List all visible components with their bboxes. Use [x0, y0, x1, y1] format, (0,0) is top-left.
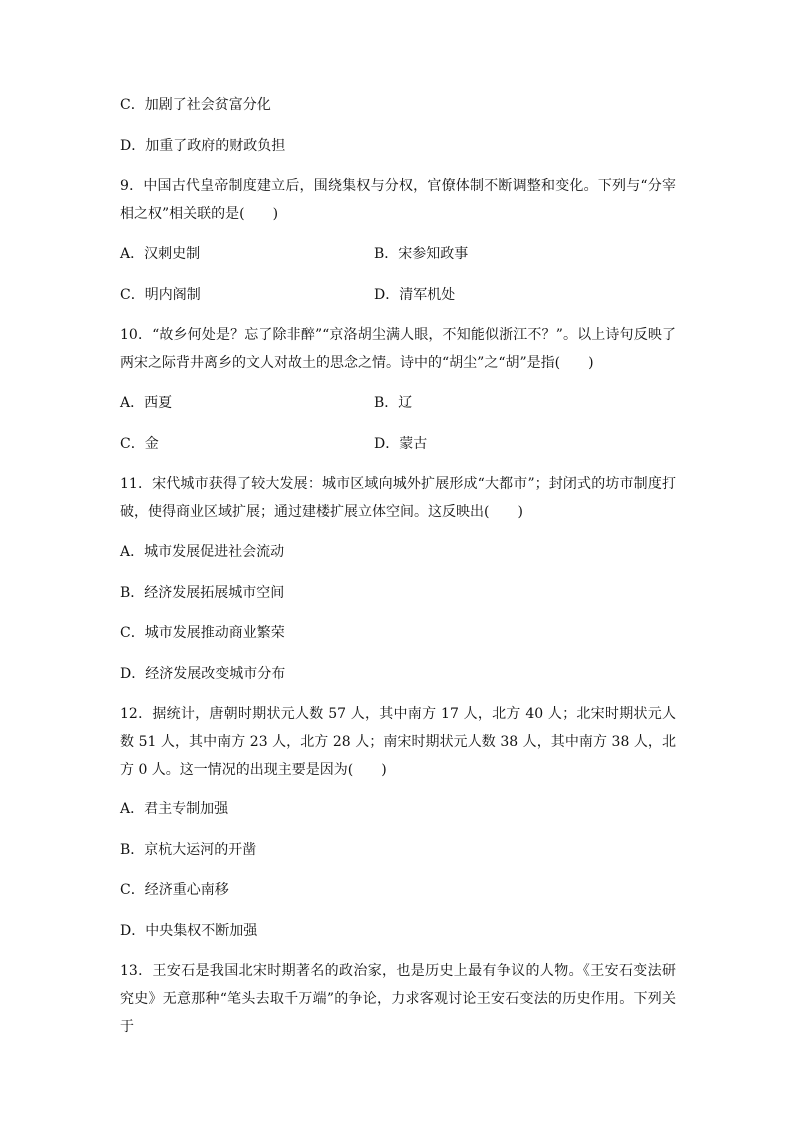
- q11-option-b: B．经济发展拓展城市空间: [120, 585, 285, 601]
- q12-option-a: A．君主专制加强: [120, 801, 229, 817]
- q11-option-c: C．城市发展推动商业繁荣: [120, 625, 285, 641]
- q12-option-c: C．经济重心南移: [120, 882, 229, 898]
- q8-option-c: C．加剧了社会贫富分化: [120, 97, 271, 113]
- q9-option-b: B．宋参知政事: [374, 246, 469, 262]
- q10-option-a: A．西夏: [120, 395, 173, 411]
- q9-option-c: C．明内阁制: [120, 287, 201, 303]
- q9-option-a: A．汉刺史制: [120, 246, 201, 262]
- q12-option-b: B．京杭大运河的开凿: [120, 842, 257, 858]
- q10-option-c: C．金: [120, 436, 159, 452]
- q10-stem: 10．“故乡何处是？忘了除非醉”“京洛胡尘满人眼，不知能似浙江不？”。以上诗句反映了两宋之际背井离乡的文人对故土的思念之情。诗中的“胡尘”之“胡”是指( ): [120, 327, 676, 371]
- q12-stem: 12．据统计，唐朝时期状元人数 57 人，其中南方 17 人，北方 40 人；北宋时期状元人数 51 人，其中南方 23 人，北方 28 人；南宋时期状元人数 38 人，其中南方 38 人，北方 0 人。这一情况的出现主要是因为( ): [120, 706, 676, 778]
- q9-option-d: D．清军机处: [374, 287, 456, 303]
- q13-stem: 13．王安石是我国北宋时期著名的政治家，也是历史上最有争议的人物。《王安石变法研究史》无意那种“笔头去取千万端”的争论，力求客观讨论王安石变法的历史作用。下列关于: [120, 963, 676, 1035]
- q8-option-d: D．加重了政府的财政负担: [120, 138, 286, 154]
- q11-stem: 11．宋代城市获得了较大发展：城市区域向城外扩展形成“大都市”；封闭式的坊市制度打破，使得商业区域扩展；通过建楼扩展立体空间。这反映出( ): [120, 476, 676, 520]
- q11-option-d: D．经济发展改变城市分布: [120, 666, 286, 682]
- q10-option-d: D．蒙古: [374, 436, 428, 452]
- q9-stem: 9．中国古代皇帝制度建立后，围绕集权与分权，官僚体制不断调整和变化。下列与“分宰相之权”相关联的是( ): [120, 178, 676, 222]
- q11-option-a: A．城市发展促进社会流动: [120, 544, 285, 560]
- q10-option-b: B．辽: [374, 395, 413, 411]
- q12-option-d: D．中央集权不断加强: [120, 923, 258, 939]
